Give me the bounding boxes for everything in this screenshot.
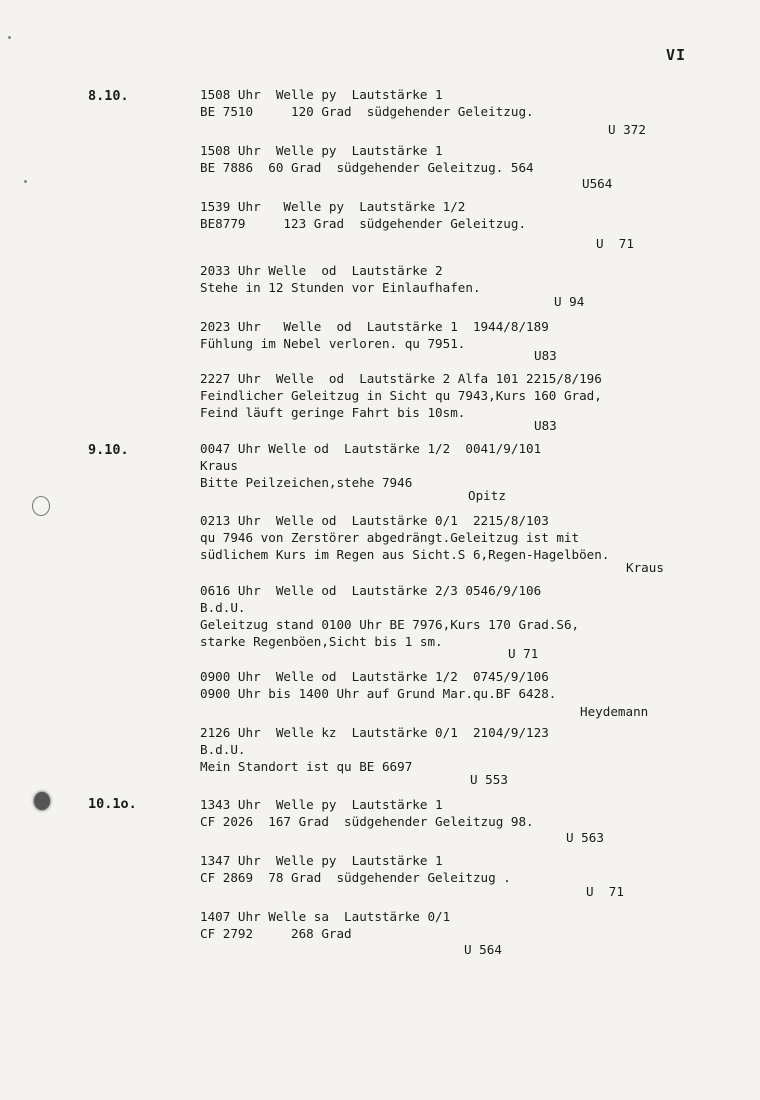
date-label: 10.1o. <box>88 796 137 812</box>
entry-line: 0213 Uhr Welle od Lautstärke 0/1 2215/8/103 <box>200 513 549 528</box>
log-entry <box>200 318 720 352</box>
entry-line: CF 2869 78 Grad südgehender Geleitzug . <box>200 870 511 885</box>
log-entry <box>200 262 720 296</box>
entry-line: Feind läuft geringe Fahrt bis 10sm. <box>200 405 466 420</box>
log-entry <box>200 724 720 775</box>
entry-line: BE 7886 60 Grad südgehender Geleitzug. 564 <box>200 160 534 175</box>
punch-hole <box>32 496 50 516</box>
punch-hole <box>34 792 50 810</box>
sender-signature: Heydemann <box>580 704 649 719</box>
date-label: 8.10. <box>88 88 129 104</box>
entry-line: 1508 Uhr Welle py Lautstärke 1 <box>200 143 443 158</box>
entry-line: 1343 Uhr Welle py Lautstärke 1 <box>200 797 443 812</box>
log-entry <box>200 796 720 830</box>
sender-signature: U 563 <box>566 830 604 845</box>
page-number: VI <box>666 46 687 64</box>
sender-signature: U83 <box>534 348 557 363</box>
entry-line: B.d.U. <box>200 600 246 615</box>
sender-signature: U 71 <box>508 646 539 661</box>
entry-line: südlichem Kurs im Regen aus Sicht.S 6,Regen-Hagelböen. <box>200 547 610 562</box>
sender-signature: U 372 <box>608 122 646 137</box>
log-entry <box>200 908 720 942</box>
sender-signature: U 564 <box>464 942 502 957</box>
entry-line: Kraus <box>200 458 238 473</box>
entry-line: Stehe in 12 Stunden vor Einlaufhafen. <box>200 280 481 295</box>
entry-line: CF 2026 167 Grad südgehender Geleitzug 98. <box>200 814 534 829</box>
entry-line: 0900 Uhr Welle od Lautstärke 1/2 0745/9/106 <box>200 669 549 684</box>
entry-line: BE8779 123 Grad südgehender Geleitzug. <box>200 216 527 231</box>
log-entry <box>200 582 720 650</box>
page-speck <box>24 180 27 183</box>
entry-line: 2023 Uhr Welle od Lautstärke 1 1944/8/189 <box>200 319 549 334</box>
sender-signature: U83 <box>534 418 557 433</box>
entry-line: 1347 Uhr Welle py Lautstärke 1 <box>200 853 443 868</box>
entry-line: B.d.U. <box>200 742 246 757</box>
log-entry <box>200 852 720 886</box>
sender-signature: Kraus <box>626 560 664 575</box>
entry-line: 0900 Uhr bis 1400 Uhr auf Grund Mar.qu.BF 6428. <box>200 686 557 701</box>
entry-line: 2227 Uhr Welle od Lautstärke 2 Alfa 101 2215/8/196 <box>200 371 602 386</box>
log-entry <box>200 142 720 176</box>
entry-line: Geleitzug stand 0100 Uhr BE 7976,Kurs 170 Grad.S6, <box>200 617 580 632</box>
sender-signature: U 71 <box>586 884 624 899</box>
entry-line: CF 2792 268 Grad <box>200 926 352 941</box>
entry-line: 1508 Uhr Welle py Lautstärke 1 <box>200 87 443 102</box>
page-speck <box>8 36 11 39</box>
log-entry <box>200 198 720 232</box>
sender-signature: U 553 <box>470 772 508 787</box>
entry-line: BE 7510 120 Grad südgehender Geleitzug. <box>200 104 534 119</box>
entry-line: 1407 Uhr Welle sa Lautstärke 0/1 <box>200 909 451 924</box>
log-entry <box>200 512 720 563</box>
entry-line: Bitte Peilzeichen,stehe 7946 <box>200 475 413 490</box>
sender-signature: U 94 <box>554 294 585 309</box>
entry-line: 0616 Uhr Welle od Lautstärke 2/3 0546/9/106 <box>200 583 542 598</box>
entry-line: Mein Standort ist qu BE 6697 <box>200 759 413 774</box>
entry-line: 0047 Uhr Welle od Lautstärke 1/2 0041/9/101 <box>200 441 542 456</box>
entry-line: qu 7946 von Zerstörer abgedrängt.Geleitzug ist mit <box>200 530 580 545</box>
entry-line: starke Regenböen,Sicht bis 1 sm. <box>200 634 443 649</box>
entry-line: Fühlung im Nebel verloren. qu 7951. <box>200 336 466 351</box>
date-label: 9.10. <box>88 442 129 458</box>
entry-line: Feindlicher Geleitzug in Sicht qu 7943,Kurs 160 Grad, <box>200 388 602 403</box>
entry-line: 2033 Uhr Welle od Lautstärke 2 <box>200 263 443 278</box>
log-entry <box>200 86 720 120</box>
sender-signature: U 71 <box>596 236 634 251</box>
log-entry <box>200 440 720 491</box>
log-entry <box>200 370 720 421</box>
sender-signature: U564 <box>582 176 613 191</box>
sender-signature: Opitz <box>468 488 506 503</box>
log-entry <box>200 668 720 702</box>
entry-line: 2126 Uhr Welle kz Lautstärke 0/1 2104/9/123 <box>200 725 549 740</box>
entry-line: 1539 Uhr Welle py Lautstärke 1/2 <box>200 199 466 214</box>
